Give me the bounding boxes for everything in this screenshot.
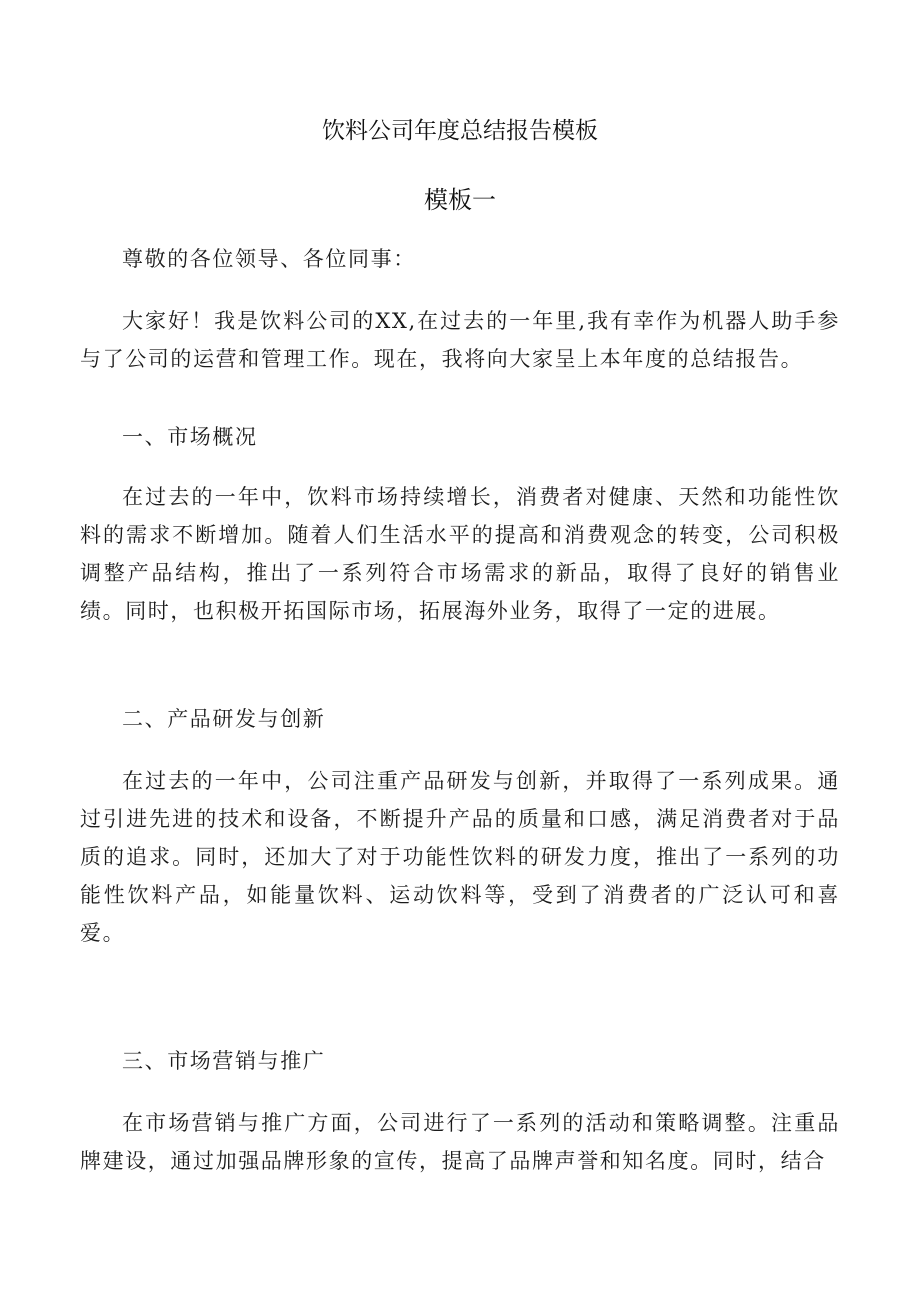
greeting-paragraph: 尊敬的各位领导、各位同事： (122, 247, 416, 271)
section-body-marketing: 在市场营销与推广方面，公司进行了一系列的活动和策略调整。注重品牌建设，通过加强品牌形象的宣传，提高了品牌声誉和知名度。同时，结合 (80, 1111, 840, 1173)
section-heading-market-overview: 一、市场概况 (122, 425, 258, 449)
section-body-market-overview: 在过去的一年中，饮料市场持续增长，消费者对健康、天然和功能性饮料的需求不断增加。随着人们生活水平的提高和消费观念的转变，公司积极调整产品结构，推出了一系列符合市场需求的新品，取得了良好的销售业绩。同时，也积极开拓国际市场，拓展海外业务，取得了一定的进展。 (80, 485, 840, 623)
intro-paragraph: 大家好！我是饮料公司的XX,在过去的一年里,我有幸作为机器人助手参与了公司的运营和管理工作。现在，我将向大家呈上本年度的总结报告。 (80, 309, 840, 371)
section-heading-product-rd: 二、产品研发与创新 (122, 707, 326, 731)
section-heading-marketing: 三、市场营销与推广 (122, 1049, 326, 1073)
document-subtitle: 模板一 (424, 186, 496, 214)
document-title: 饮料公司年度总结报告模板 (322, 118, 598, 144)
section-body-product-rd: 在过去的一年中，公司注重产品研发与创新，并取得了一系列成果。通过引进先进的技术和设备，不断提升产品的质量和口感，满足消费者对于品质的追求。同时，还加大了对于功能性饮料的研发力度，推出了一系列的功能性饮料产品，如能量饮料、运动饮料等，受到了消费者的广泛认可和喜爱。 (80, 769, 840, 945)
